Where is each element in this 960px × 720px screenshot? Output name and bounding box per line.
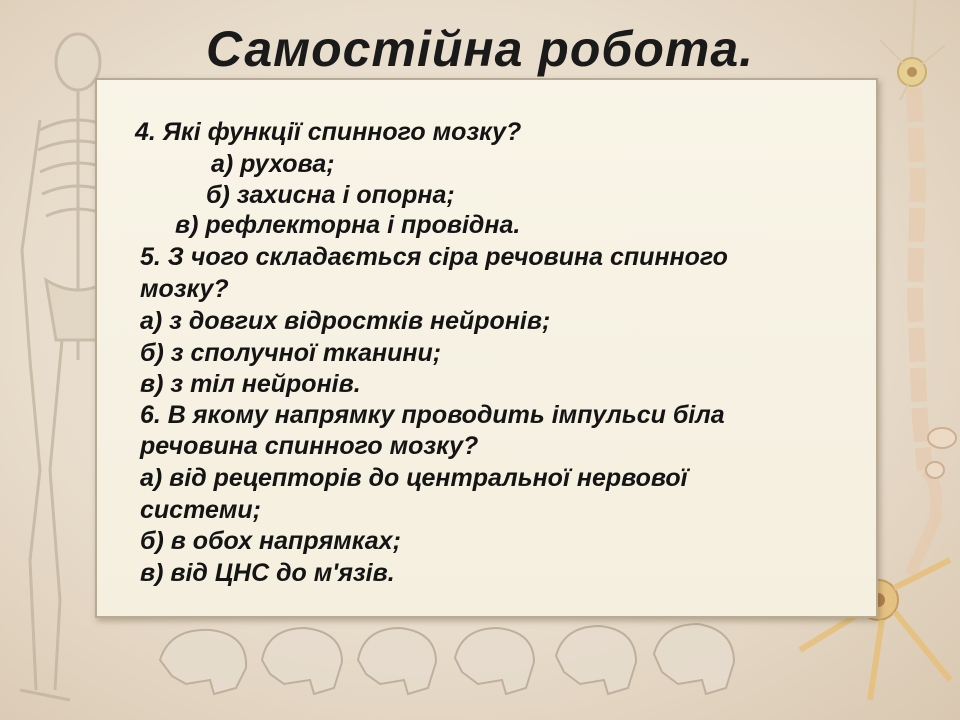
- question-6-option-a-line-2: системи;: [140, 496, 261, 524]
- question-6-text-line-1: 6. В якому напрямку проводить імпульси біла: [140, 401, 725, 429]
- question-6-option-a-line-1: а) від рецепторів до центральної нервової: [140, 464, 688, 492]
- question-4-text: 4. Які функції спинного мозку?: [135, 118, 522, 146]
- question-5-option-a: а) з довгих відростків нейронів;: [140, 307, 551, 335]
- skull-row: [160, 624, 734, 694]
- question-5-text-line-2: мозку?: [140, 275, 229, 303]
- question-4-option-a: а) рухова;: [211, 150, 335, 178]
- question-5-option-c: в) з тіл нейронів.: [140, 370, 361, 398]
- slide-title: Самостійна робота.: [205, 21, 755, 77]
- question-6-option-c: в) від ЦНС до м'язів.: [140, 559, 395, 587]
- question-6-option-b: б) в обох напрямках;: [140, 527, 401, 555]
- question-4-option-b: б) захисна і опорна;: [206, 181, 455, 209]
- question-5-text-line-1: 5. З чого складається сіра речовина спинного: [140, 243, 728, 271]
- question-5-option-b: б) з сполучної тканини;: [140, 339, 442, 367]
- question-6-text-line-2: речовина спинного мозку?: [140, 432, 479, 460]
- question-4-option-c: в) рефлекторна і провідна.: [175, 211, 521, 239]
